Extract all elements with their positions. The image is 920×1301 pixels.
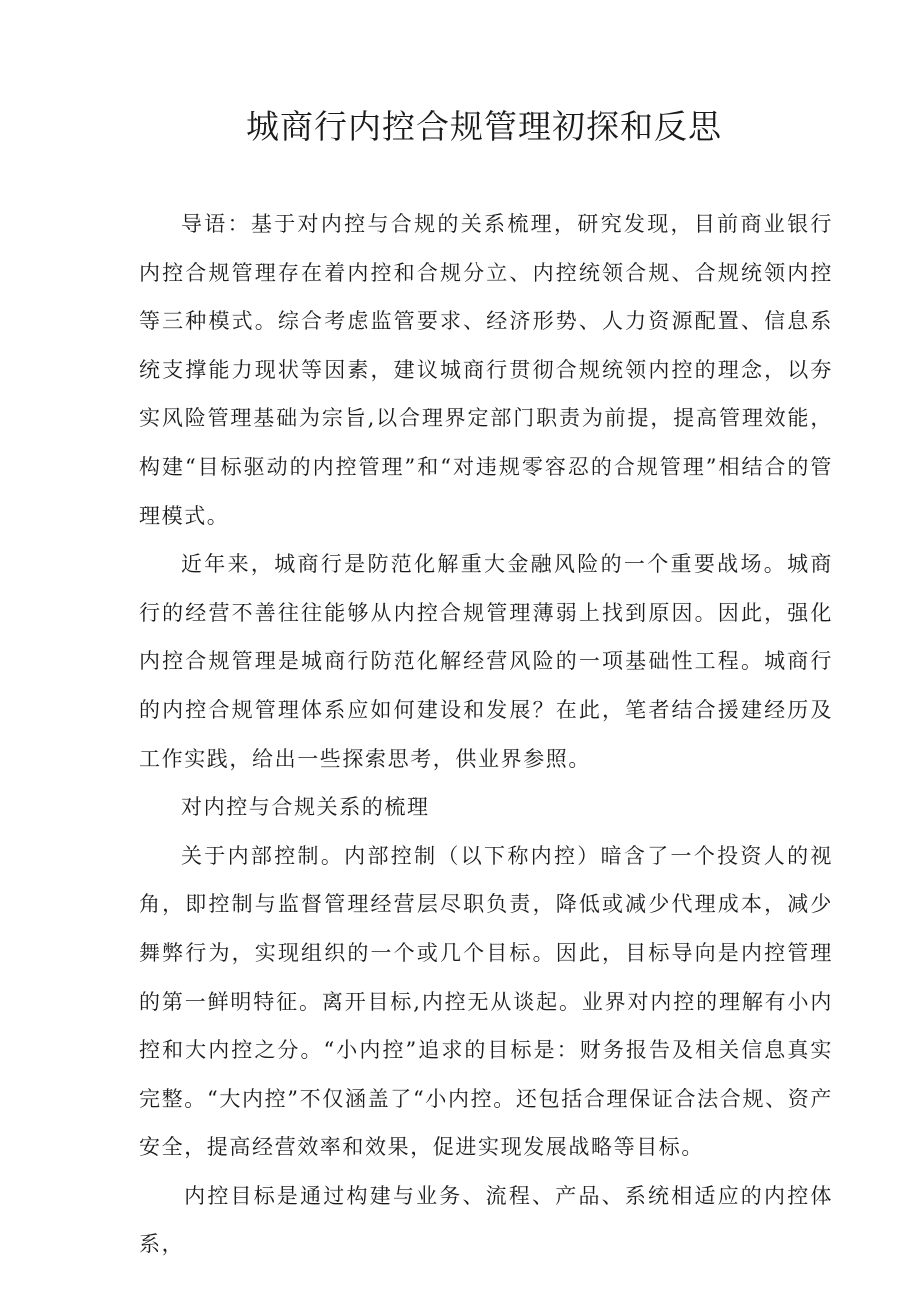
section-heading: 对内控与合规关系的梳理 <box>181 795 430 820</box>
document-title: 城商行内控合规管理初探和反思 <box>246 107 722 146</box>
paragraph-background: 近年来，城商行是防范化解重大金融风险的一个重要战场。城商行的经营不善往往能够从内控合规管理薄弱上找到原因。因此，强化内控合规管理是城商行防范化解经营风险的一项基础性工程。城商行的内控合规管理体系应如何建设和发展？在此，笔者结合援建经历及工作实践，给出一些探索思考，供业界参照。 <box>139 552 833 771</box>
document-body <box>139 200 833 1269</box>
paragraph-intro: 导语：基于对内控与合规的关系梳理，研究发现，目前商业银行内控合规管理存在着内控和合规分立、内控统领合规、合规统领内控等三种模式。综合考虑监管要求、经济形势、人力资源配置、信息系统支撑能力现状等因素，建议城商行贯彻合规统领内控的理念，以夯实风险管理基础为宗旨,以合理界定部门职责为前提，提高管理效能，构建“目标驱动的内控管理”和“对违规零容忍的合规管理”相结合的管理模式。 <box>139 212 833 528</box>
paragraph-control-objectives: 内控目标是通过构建与业务、流程、产品、系统相适应的内控体系， <box>139 1183 833 1257</box>
paragraph-internal-control: 关于内部控制。内部控制（以下称内控）暗含了一个投资人的视角，即控制与监督管理经营层尽职负责，降低或减少代理成本，减少舞弊行为，实现组织的一个或几个目标。因此，目标导向是内控管理的第一鲜明特征。离开目标,内控无从谈起。业界对内控的理解有小内控和大内控之分。“小内控”追求的目标是：财务报告及相关信息真实完整。“大内控”不仅涵盖了“小内控。还包括合理保证合法合规、资产安全，提高经营效率和效果，促进实现发展战略等目标。 <box>139 843 833 1160</box>
